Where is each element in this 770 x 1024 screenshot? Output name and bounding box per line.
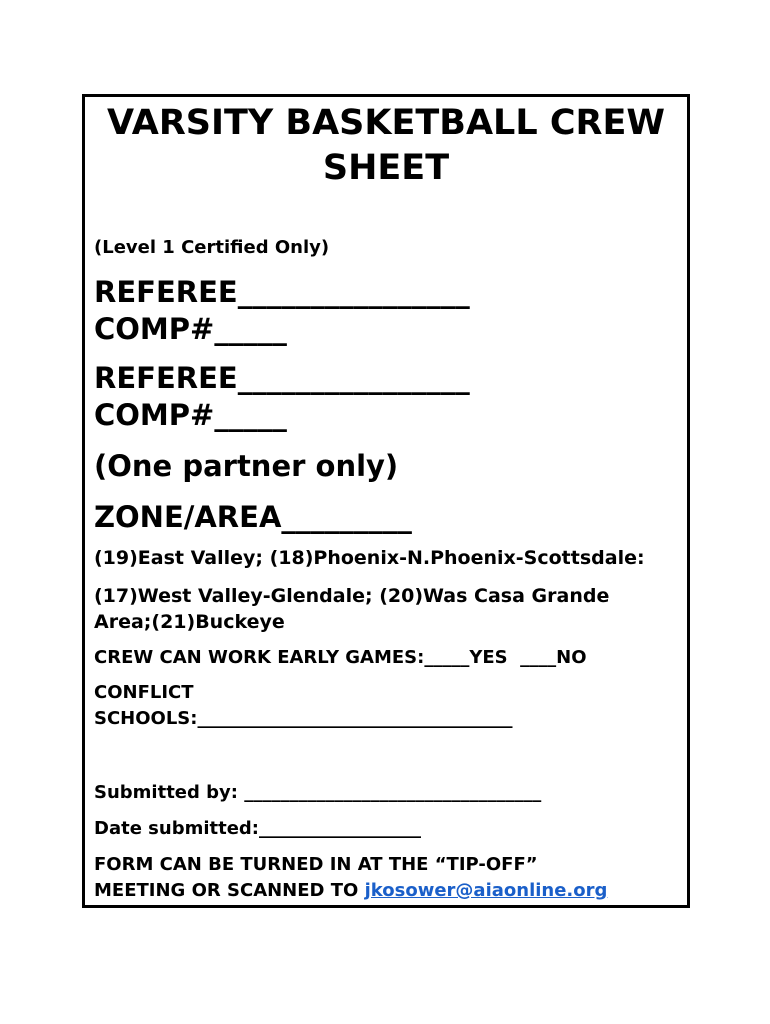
comp-1-field: COMP#_____ [94,312,287,346]
date-submitted-field: Date submitted:__________________ [94,818,422,839]
footer-line-2-text: MEETING OR SCANNED TO [94,880,365,901]
footer-line-2 [94,881,607,901]
zone-area-field: ZONE/AREA_________ [94,500,412,534]
submitted-by-field: Submitted by: _________________________________ [94,782,542,803]
email-link[interactable]: jkosower@aiaonline.org [364,880,608,901]
partner-note: (One partner only) [94,449,399,483]
comp-2-field: COMP#_____ [94,398,287,432]
referee-2-field: REFEREE________________ [94,361,470,395]
conflict-schools-label: CONFLICT [94,682,194,703]
crew-sheet-form [82,94,690,908]
certification-note: (Level 1 Certified Only) [94,237,330,258]
form-title-line1: VARSITY BASKETBALL CREW [107,103,665,143]
form-title-line2: SHEET [322,148,450,188]
early-games-field: CREW CAN WORK EARLY GAMES:_____YES ____NO [94,647,587,668]
conflict-schools-field: SCHOOLS:___________________________________ [94,708,513,729]
referee-1-field: REFEREE________________ [94,275,470,309]
zones-line-2: (17)West Valley-Glendale; (20)Was Casa Grande [94,585,610,607]
zones-line-3: Area;(21)Buckeye [94,611,285,633]
zones-line-1: (19)East Valley; (18)Phoenix-N.Phoenix-Scottsdale: [94,547,645,569]
footer-line-1: FORM CAN BE TURNED IN AT THE “TIP-OFF” [94,854,538,875]
